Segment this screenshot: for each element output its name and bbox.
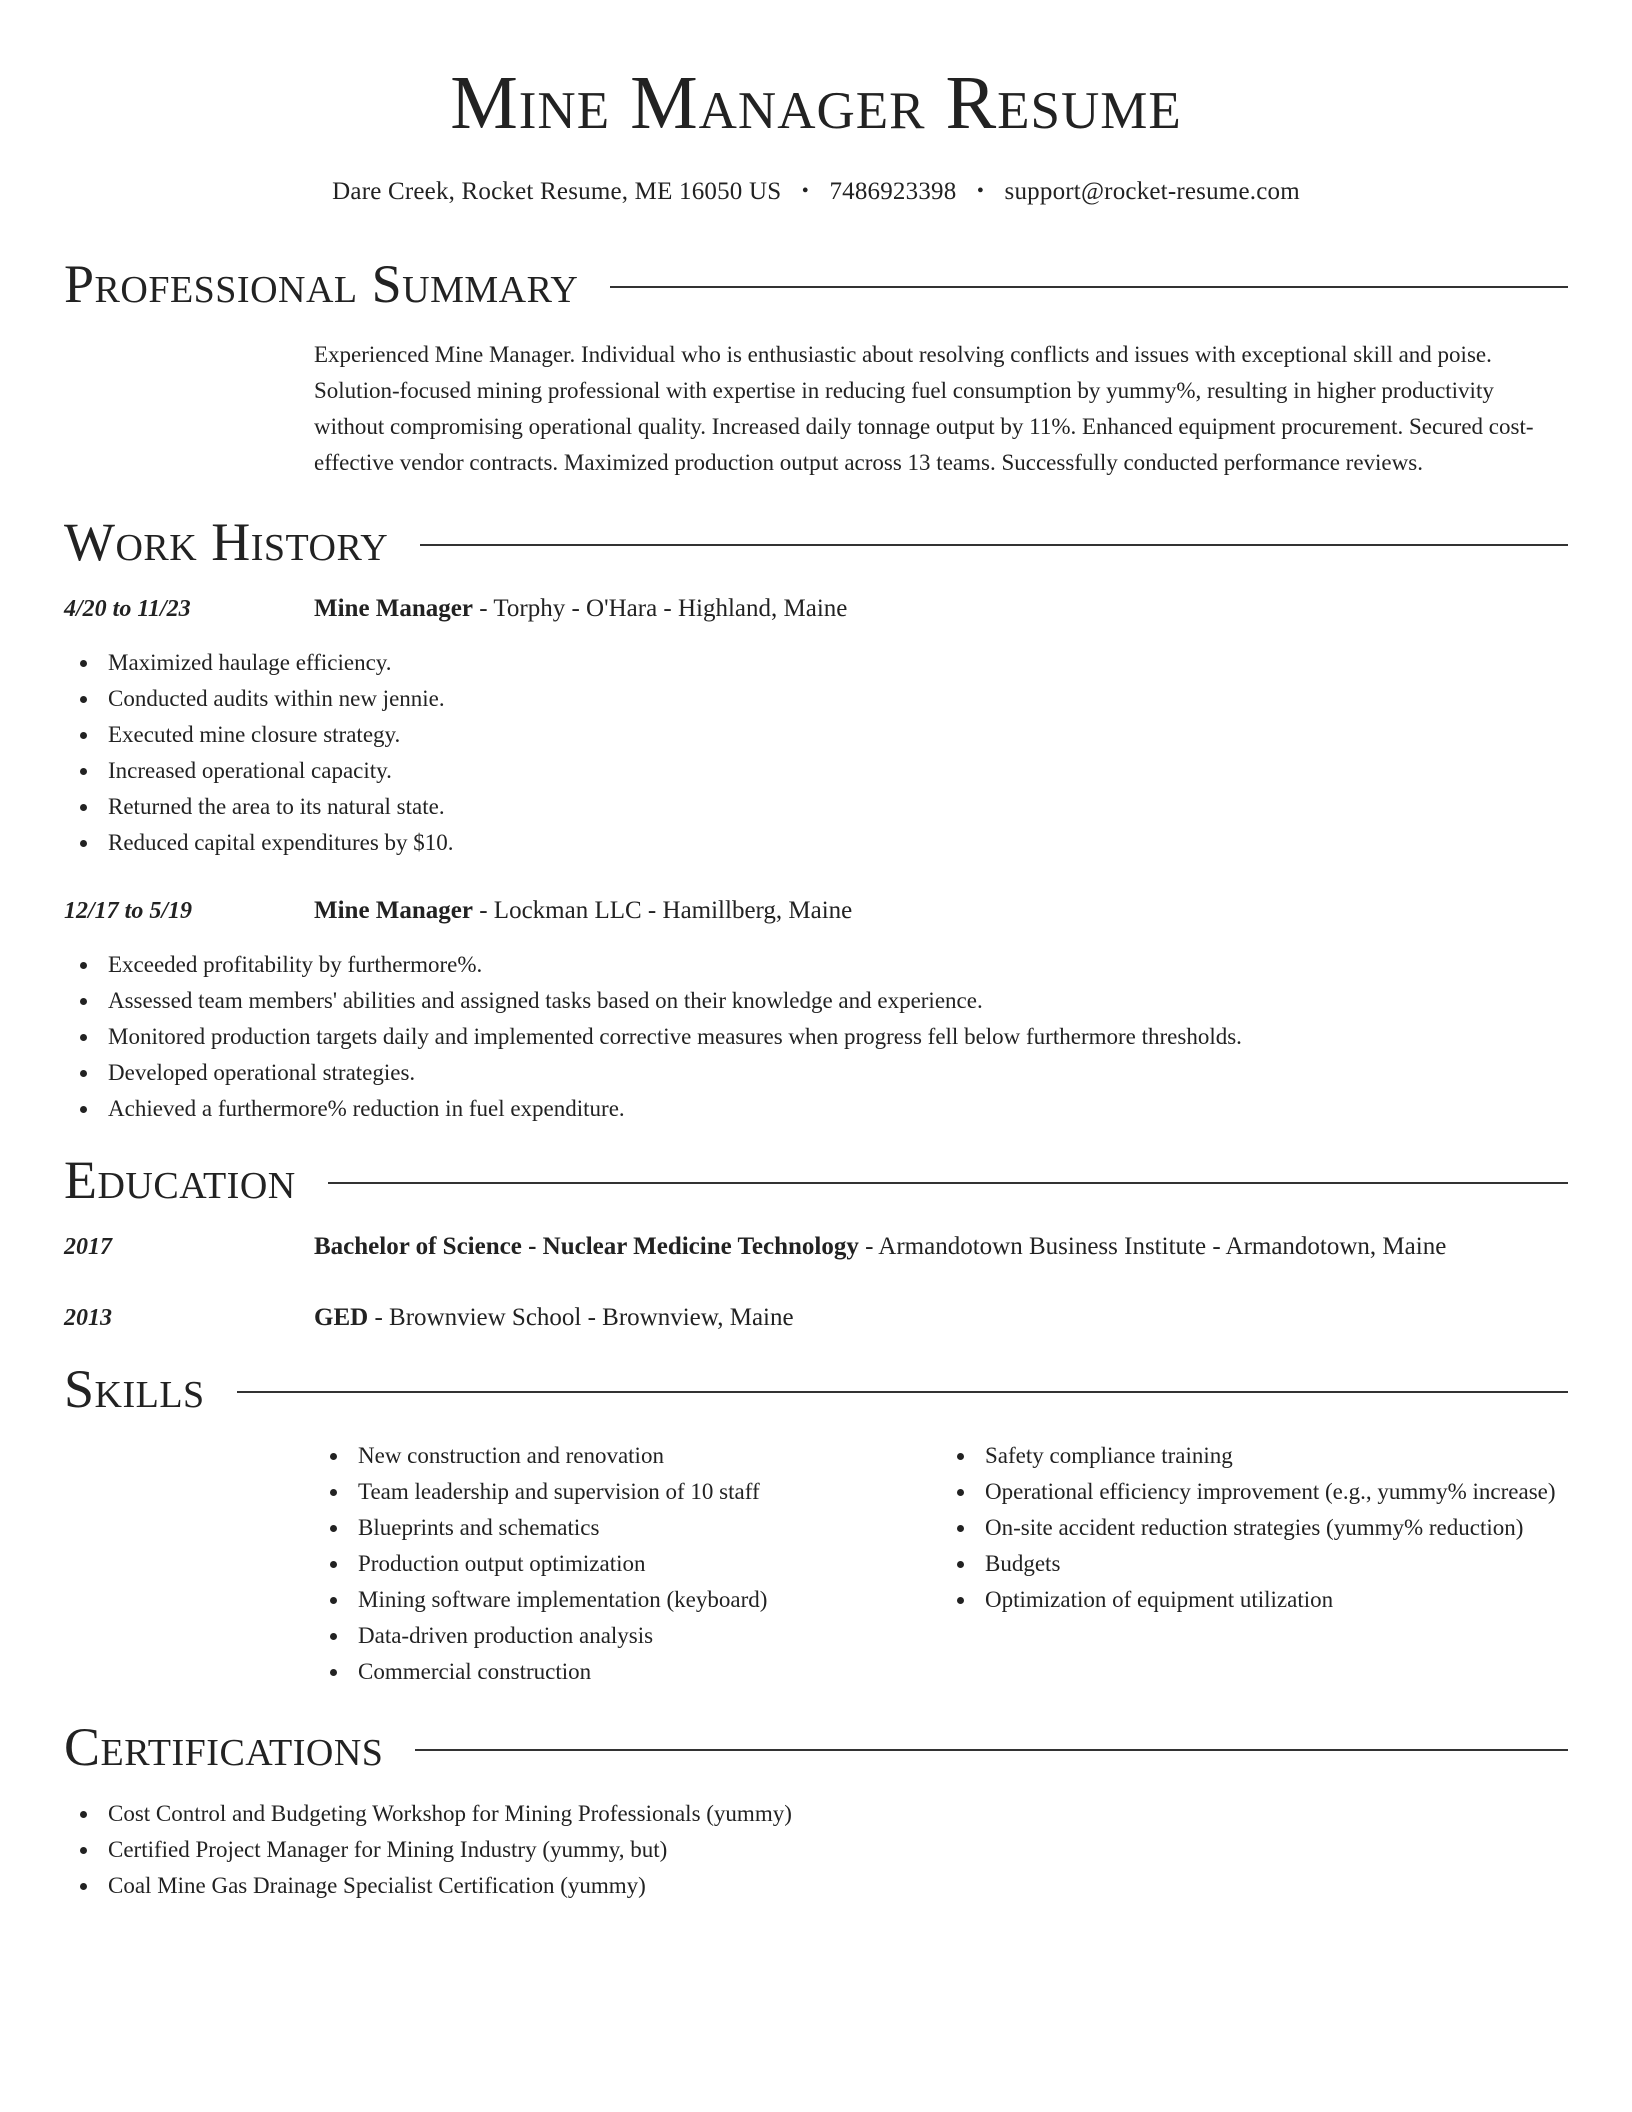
- list-item: Blueprints and schematics: [314, 1510, 941, 1546]
- contact-separator: •: [976, 180, 985, 202]
- resume-title: Mine Manager Resume: [450, 61, 1182, 145]
- education-section-header: [64, 1149, 1568, 1211]
- list-item: On-site accident reduction strategies (yummy% reduction): [941, 1510, 1568, 1546]
- skills-list-right: [941, 1438, 1568, 1690]
- contact-phone: 7486923398: [829, 178, 957, 205]
- list-item: Executed mine closure strategy.: [64, 717, 1568, 753]
- skills-heading: Skills: [64, 1359, 205, 1419]
- list-item: Safety compliance training: [941, 1438, 1568, 1474]
- work-heading: Work History: [64, 512, 389, 572]
- education-school: - Brownview School - Brownview, Maine: [368, 1304, 794, 1331]
- certifications-section-header: [64, 1716, 1568, 1778]
- contact-email: support@rocket-resume.com: [1004, 178, 1300, 205]
- education-degree: Bachelor of Science - Nuclear Medicine Technology: [314, 1233, 859, 1260]
- list-item: Optimization of equipment utilization: [941, 1582, 1568, 1618]
- list-item: Returned the area to its natural state.: [64, 789, 1568, 825]
- education-school: - Armandotown Business Institute - Armandotown, Maine: [858, 1233, 1447, 1260]
- certifications-heading: Certifications: [64, 1717, 384, 1777]
- education-heading: Education: [64, 1150, 296, 1210]
- list-item: Maximized haulage efficiency.: [64, 645, 1568, 681]
- list-item: Team leadership and supervision of 10 staff: [314, 1474, 941, 1510]
- job-employer: - Torphy - O'Hara - Highland, Maine: [472, 595, 848, 622]
- skills-section-header: [64, 1358, 1568, 1420]
- list-item: Monitored production targets daily and implemented corrective measures when progress fell below furthermore thresholds.: [64, 1019, 1568, 1055]
- education-year: 2017: [64, 1234, 112, 1260]
- list-item: Increased operational capacity.: [64, 753, 1568, 789]
- contact-address: Dare Creek, Rocket Resume, ME 16050 US: [332, 178, 782, 205]
- list-item: Exceeded profitability by furthermore%.: [64, 947, 1568, 983]
- job-dates: 12/17 to 5/19: [64, 898, 193, 924]
- job-entry: [64, 591, 1568, 861]
- job-bullets: [64, 947, 1568, 1127]
- list-item: Conducted audits within new jennie.: [64, 681, 1568, 717]
- list-item: Data-driven production analysis: [314, 1618, 941, 1654]
- skills-list-left: [314, 1438, 941, 1690]
- education-degree: GED: [314, 1304, 369, 1331]
- list-item: Cost Control and Budgeting Workshop for Mining Professionals (yummy): [64, 1796, 1568, 1832]
- list-item: New construction and renovation: [314, 1438, 941, 1474]
- contact-line: [64, 176, 1568, 209]
- list-item: Budgets: [941, 1546, 1568, 1582]
- summary-heading: Professional Summary: [64, 254, 579, 314]
- section-rule: [420, 544, 1568, 546]
- summary-text: Experienced Mine Manager. Individual who is enthusiastic about resolving conflicts and issues with exceptional skill and poise. Solution-focused mining professional with expertise in reducing fuel consumption by yummy%, resulting in higher productivity without compromising operational quality. Increased daily tonnage output by 11%. Enhanced equipment procurement. Secured cost-effective vendor contracts. Maximized production output across 13 teams. Successfully conducted performance reviews.: [314, 342, 1534, 475]
- job-bullets: [64, 645, 1568, 861]
- education-entry: [64, 1229, 1568, 1265]
- list-item: Mining software implementation (keyboard): [314, 1582, 941, 1618]
- list-item: Achieved a furthermore% reduction in fuel expenditure.: [64, 1091, 1568, 1127]
- job-title: Mine Manager: [314, 897, 473, 924]
- job-entry: [64, 893, 1568, 1127]
- section-rule: [610, 286, 1568, 288]
- contact-separator: •: [801, 180, 809, 202]
- section-rule: [415, 1749, 1568, 1751]
- job-employer: - Lockman LLC - Hamillberg, Maine: [472, 897, 853, 924]
- list-item: Assessed team members' abilities and assigned tasks based on their knowledge and experience.: [64, 983, 1568, 1019]
- summary-section-header: [64, 253, 1568, 315]
- job-dates: 4/20 to 11/23: [64, 596, 191, 622]
- list-item: Commercial construction: [314, 1654, 941, 1690]
- education-entry: [64, 1300, 1568, 1336]
- skills-grid: [314, 1438, 1568, 1690]
- list-item: Reduced capital expenditures by $10.: [64, 825, 1568, 861]
- work-section-header: [64, 511, 1568, 573]
- education-year: 2013: [64, 1305, 112, 1331]
- job-title: Mine Manager: [314, 595, 473, 622]
- section-rule: [328, 1182, 1568, 1184]
- list-item: Certified Project Manager for Mining Industry (yummy, but): [64, 1832, 1568, 1868]
- section-rule: [237, 1391, 1568, 1393]
- list-item: Production output optimization: [314, 1546, 941, 1582]
- list-item: Operational efficiency improvement (e.g., yummy% increase): [941, 1474, 1568, 1510]
- list-item: Developed operational strategies.: [64, 1055, 1568, 1091]
- certifications-list: [64, 1796, 1568, 1904]
- list-item: Coal Mine Gas Drainage Specialist Certification (yummy): [64, 1868, 1568, 1904]
